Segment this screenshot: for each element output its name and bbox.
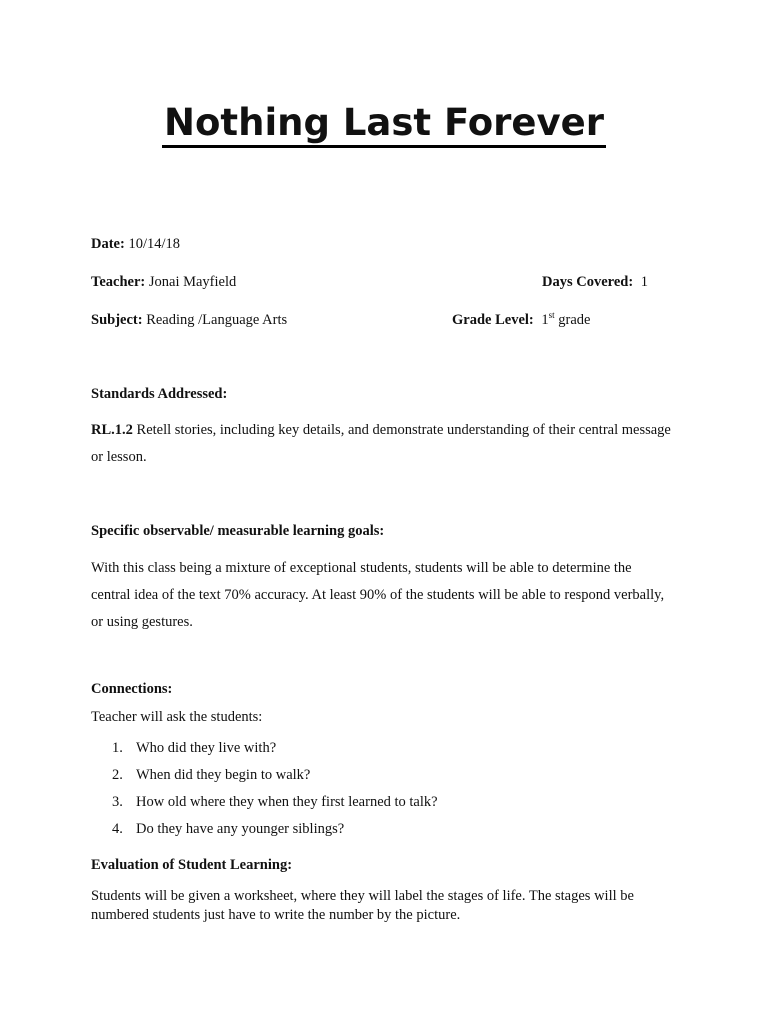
teacher-value: Jonai Mayfield [148, 274, 237, 290]
standards-paragraph [91, 417, 671, 471]
teacher-label: Teacher: [91, 274, 146, 290]
list-item [112, 792, 438, 819]
list-item-number: 1. [112, 740, 123, 756]
goals-paragraph: With this class being a mixture of exceptional students, students will be able to determine the central idea of the text 70% accuracy. At least 90% of the students will be able to respond verbally, or using gestures. [91, 560, 665, 630]
date-line [91, 236, 180, 253]
list-item-text: Who did they live with? [136, 740, 277, 756]
document-title [0, 98, 768, 148]
list-item [112, 738, 438, 765]
list-item-number: 4. [112, 821, 123, 837]
teacher-line [91, 274, 236, 291]
connections-question-list [91, 738, 438, 846]
list-item-text: How old where they when they first learned to talk? [136, 794, 438, 810]
subject-value: Reading /Language Arts [146, 312, 288, 328]
subject-label: Subject: [91, 312, 143, 328]
connections-heading: Connections: [91, 681, 173, 697]
connections-intro: Teacher will ask the students: [91, 709, 263, 725]
list-item [112, 819, 438, 846]
date-label: Date: [91, 236, 125, 252]
days-covered-line [542, 274, 648, 291]
date-value: 10/14/18 [128, 236, 181, 252]
goals-heading: Specific observable/ measurable learning goals: [91, 523, 385, 539]
grade-level-line [452, 312, 590, 329]
standard-code: RL.1.2 [91, 422, 133, 438]
list-item [112, 765, 438, 792]
days-covered-label: Days Covered: [542, 274, 634, 290]
grade-level-suffix: grade [558, 312, 591, 328]
list-item-number: 2. [112, 767, 123, 783]
standard-text: Retell stories, including key details, and demonstrate understanding of their central message or lesson. [91, 422, 671, 465]
document-title-text: Nothing Last Forever [162, 101, 606, 148]
list-item-text: When did they begin to walk? [136, 767, 311, 783]
grade-level-superscript: st [548, 310, 555, 320]
standards-heading: Standards Addressed: [91, 386, 228, 402]
subject-line [91, 312, 287, 329]
evaluation-paragraph: Students will be given a worksheet, where they will label the stages of life. The stages will be numbered students just have to write the number by the picture. [91, 888, 634, 923]
list-item-text: Do they have any younger siblings? [136, 821, 345, 837]
grade-level-label: Grade Level: [452, 312, 534, 328]
days-covered-value: 1 [640, 274, 649, 290]
evaluation-heading: Evaluation of Student Learning: [91, 857, 293, 873]
list-item-number: 3. [112, 794, 123, 810]
grade-level-number: 1 [541, 312, 549, 328]
